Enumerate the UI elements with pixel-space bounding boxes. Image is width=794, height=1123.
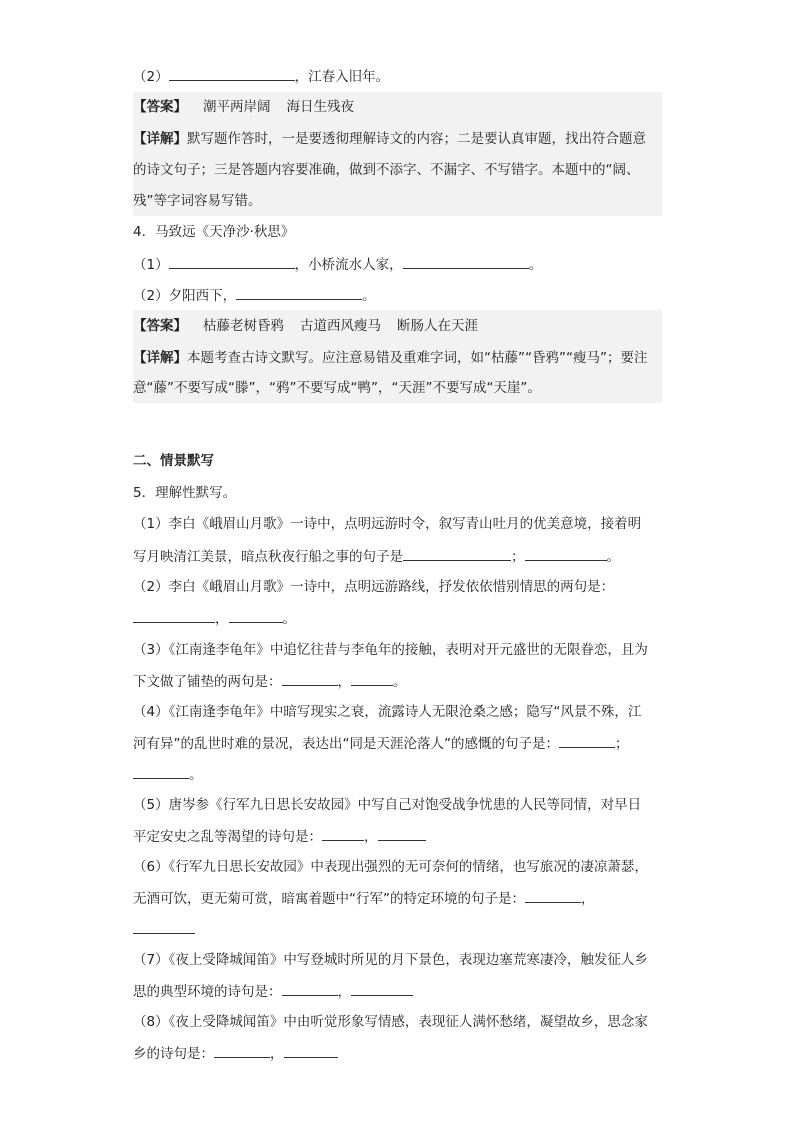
q5-s4-line-3	[133, 764, 203, 785]
q4-answer-line	[133, 316, 478, 336]
q5-s2-end: 。	[282, 611, 296, 627]
q5-s6-sep: ，	[581, 891, 595, 907]
q4-answer-1: 枯藤老树昏鸦	[203, 318, 284, 334]
q5-s8-sep: ，	[270, 1046, 284, 1062]
q3-answer-box	[133, 92, 662, 216]
answer-label: 【答案】	[133, 318, 187, 334]
q5-s5-text: 平定安史之乱等渴望的诗句是：	[133, 829, 322, 845]
q4-sub1-end: 。	[528, 257, 543, 273]
q4-title: 4．马致远《天净沙·秋思》	[133, 224, 295, 240]
section-title: 二、情景默写	[133, 453, 214, 469]
q5-s3-sep: ，	[337, 674, 351, 690]
q5-s5-sep: ，	[364, 829, 378, 845]
q5-s2-line-1: （2）李白《峨眉山月歌》一诗中，点明远游路线，抒发依依惜别情思的两句是：	[133, 579, 615, 595]
q4-sub2-line	[133, 285, 376, 306]
q5-s1-blank-2[interactable]	[525, 546, 607, 561]
q5-s1-line-1: （1）李白《峨眉山月歌》一诗中，点明远游时令，叙写青山吐月的优美意境，接着明	[133, 516, 642, 532]
q5-s2-line-2	[133, 608, 296, 629]
q3-detail-line-2: 的诗文句子；三是答题内容要准确，做到不添字、不漏字、不写错字。本题中的“阔、	[133, 162, 640, 178]
q4-sub1-line	[133, 254, 542, 275]
q5-s4-sep: ；	[614, 736, 629, 752]
q5-s3-line-2	[133, 671, 407, 692]
q5-s1-blank-1[interactable]	[403, 546, 511, 561]
q5-s2-sep: ，	[215, 611, 229, 627]
q3-sub2-blank[interactable]	[169, 66, 295, 81]
q5-s1-end: 。	[606, 549, 620, 565]
q4-answer-2: 古道西风瘦马	[300, 318, 381, 334]
q4-sub2-number: （2）	[133, 288, 169, 304]
q5-s6-text: 无酒可饮，更无菊可赏，暗寓着题中“行军”的特定环境的句子是：	[133, 891, 525, 907]
q5-s7-blank-1[interactable]	[282, 981, 338, 996]
q4-answer-3: 断肠人在天涯	[397, 318, 478, 334]
q4-detail-line-1	[133, 348, 647, 368]
q3-sub2-line	[133, 66, 389, 87]
q4-sub2-text: 夕阳西下，	[168, 288, 237, 304]
q4-detail-line-2: 意“藤”不要写成“滕”，“鸦”不要写成“鸭”，“天涯”不要写成“天崖”。	[133, 380, 541, 396]
q5-s8-text: 乡的诗句是：	[133, 1046, 214, 1062]
q3-detail-line-1	[133, 129, 646, 149]
q3-sub2-number: （2）	[133, 69, 169, 85]
q3-answer-1: 潮平两岸阔	[203, 99, 271, 115]
q5-s4-blank-1[interactable]	[559, 733, 615, 748]
q5-s4-text: 河有异”的乱世时难的景况，表达出“同是天涯沦落人”的感慨的句子是：	[133, 736, 559, 752]
q5-s3-text: 下文做了铺垫的两句是：	[133, 674, 282, 690]
q5-s1-text: 写月映清江美景，暗点秋夜行船之事的句子是	[133, 549, 403, 565]
q5-s4-line-2	[133, 733, 628, 754]
q4-sub1-text: ，小桥流水人家，	[294, 257, 403, 273]
q5-s6-blank-2[interactable]	[133, 919, 195, 934]
q4-sub2-blank[interactable]	[236, 285, 362, 300]
q5-s3-blank-1[interactable]	[282, 671, 338, 686]
q4-sub1-blank-2[interactable]	[403, 254, 529, 269]
q5-s7-line-1: （7）《夜上受降城闻笛》中写登城时所见的月下景色，表现边塞荒寒凄冷，触发征人乡	[133, 952, 648, 968]
q5-s7-line-2	[133, 981, 413, 1002]
q5-s2-blank-1[interactable]	[133, 608, 215, 623]
q4-answer-box	[133, 310, 662, 403]
q4-sub1-number: （1）	[133, 257, 169, 273]
q5-s1-sep: ；	[511, 549, 525, 565]
q4-sub1-blank-1[interactable]	[169, 254, 295, 269]
q5-s4-blank-2[interactable]	[133, 764, 189, 779]
detail-label: 【详解】	[133, 350, 187, 366]
q5-s6-line-2	[133, 888, 595, 909]
q3-sub2-text: ，江春入旧年。	[294, 69, 390, 85]
q5-title: 5．理解性默写。	[133, 485, 237, 501]
q5-s7-sep: ，	[337, 984, 351, 1000]
q5-s5-blank-1[interactable]	[322, 826, 364, 841]
q5-s1-line-2	[133, 546, 620, 567]
q5-s4-line-1: （4）《江南逢李龟年》中暗写现实之衰，流露诗人无限沧桑之感；隐写“风景不殊，江	[133, 704, 642, 720]
q3-answer-line	[133, 97, 354, 117]
q5-s8-line-1: （8）《夜上受降城闻笛》中由听觉形象写情感，表现征人满怀愁绪，凝望故乡，思念家	[133, 1014, 648, 1030]
q5-s7-text: 思的典型环境的诗句是：	[133, 984, 282, 1000]
q5-s3-end: 。	[393, 674, 407, 690]
q3-detail-line-3: 残”等字词容易写错。	[133, 193, 262, 209]
q5-s6-line-1: （6）《行军九日思长安故园》中表现出强烈的无可奈何的情绪，也写旅况的凄凉萧瑟，	[133, 859, 648, 875]
q5-s5-line-2	[133, 826, 426, 847]
q5-s8-blank-2[interactable]	[284, 1043, 338, 1058]
q4-sub2-end: 。	[362, 288, 376, 304]
q5-s4-end: 。	[189, 767, 203, 783]
q3-detail-text-1: 默写题作答时，一是要透彻理解诗文的内容；二是要认真审题，找出符合题意	[187, 131, 646, 147]
q3-answer-2: 海日生残夜	[286, 99, 354, 115]
q5-s8-line-2	[133, 1043, 338, 1064]
q5-s6-blank-1[interactable]	[525, 888, 581, 903]
q5-s5-line-1: （5）唐岑参《行军九日思长安故园》中写自己对饱受战争忧患的人民等同情，对早日	[133, 797, 642, 813]
answer-label: 【答案】	[133, 99, 187, 115]
q4-detail-text-1: 本题考查古诗文默写。应注意易错及重难字词，如“枯藤”“昏鸦”“瘦马”；要注	[187, 350, 648, 366]
detail-label: 【详解】	[133, 131, 187, 147]
q5-s6-line-3	[133, 919, 195, 940]
q5-s2-blank-2[interactable]	[229, 608, 283, 623]
q5-s8-blank-1[interactable]	[214, 1043, 270, 1058]
q5-s3-line-1: （3）《江南逢李龟年》中追忆往昔与李龟年的接触，表明对开元盛世的无限眷恋，且为	[133, 642, 648, 658]
q5-s7-blank-2[interactable]	[351, 981, 413, 996]
q5-s5-blank-2[interactable]	[378, 826, 426, 841]
q5-s3-blank-2[interactable]	[351, 671, 393, 686]
